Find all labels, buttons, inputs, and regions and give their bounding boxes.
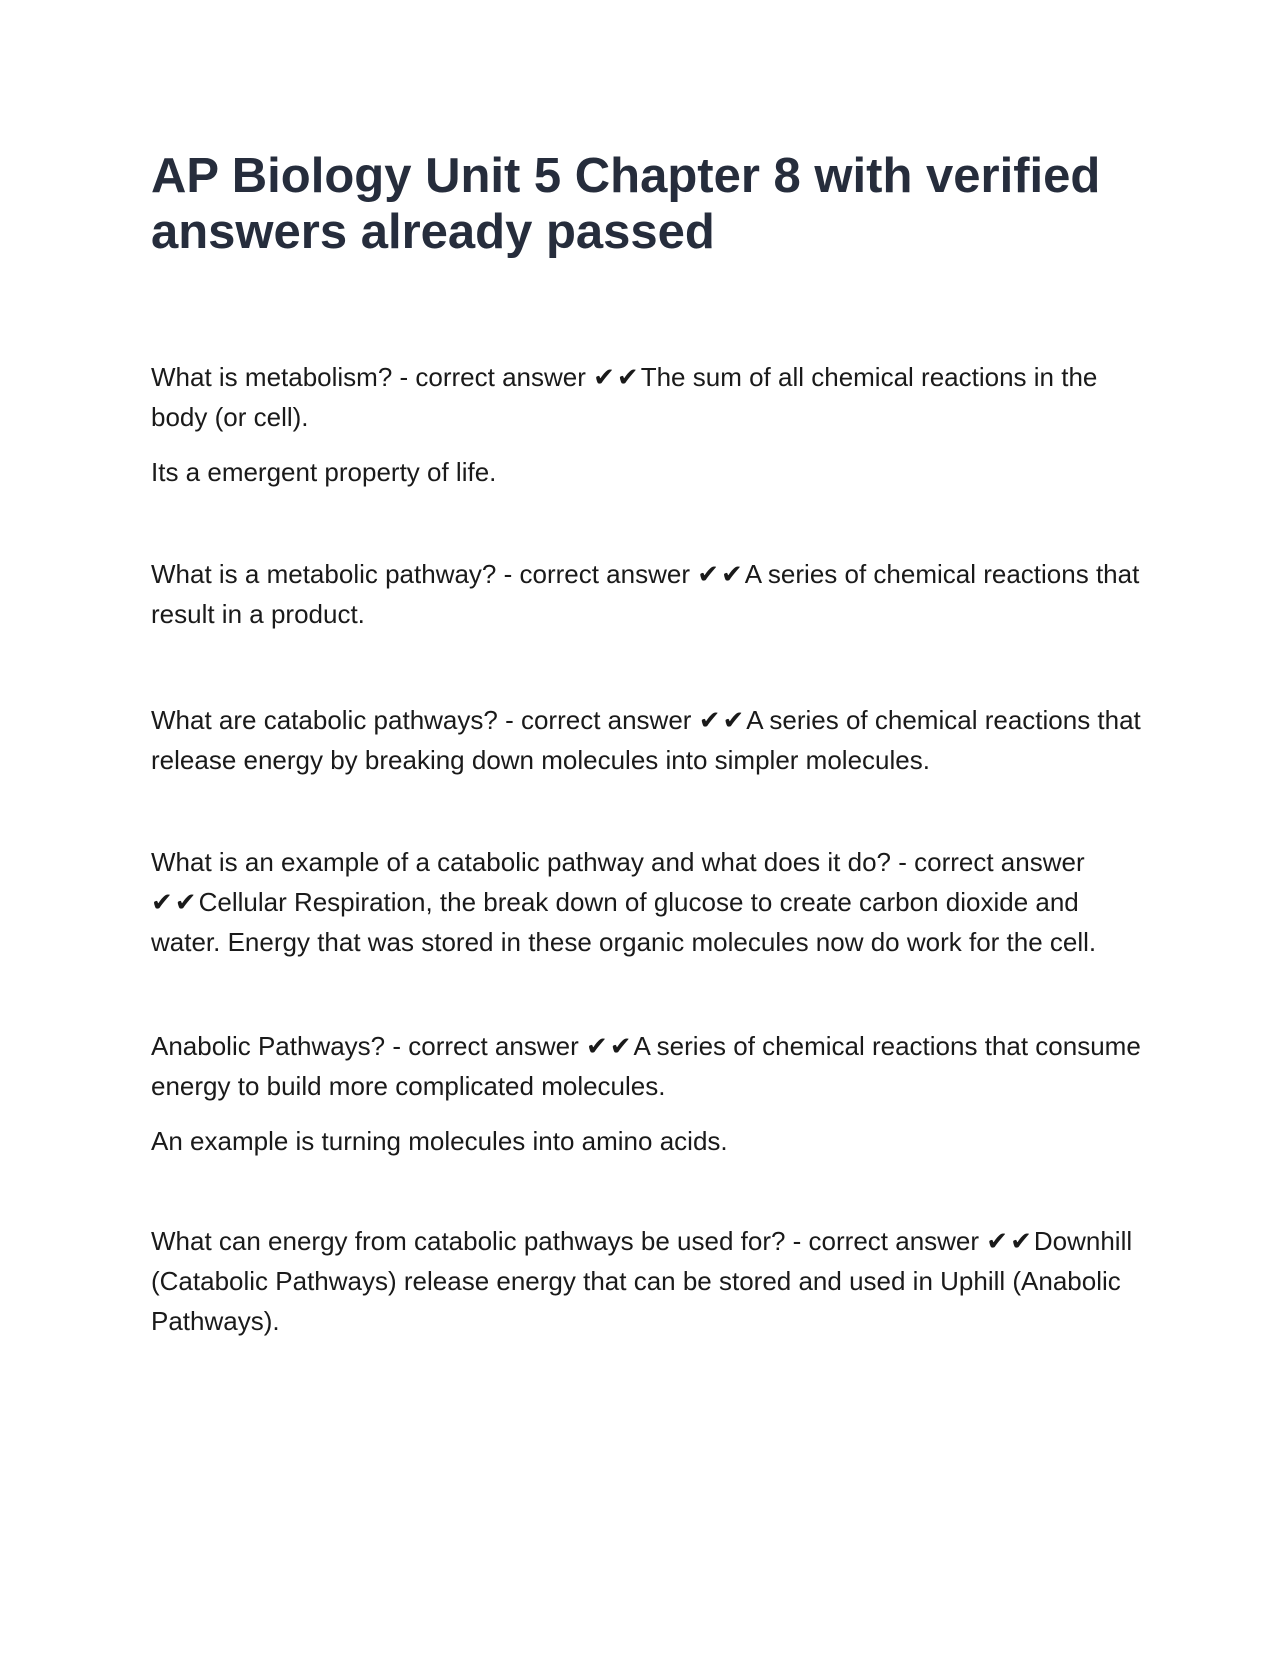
- double-check-icon: ✔✔: [698, 705, 747, 735]
- question-text: What are catabolic pathways? - correct answer: [151, 705, 699, 735]
- question-text: What is a metabolic pathway? - correct answer: [151, 559, 698, 589]
- qa-item-anabolic-pathways: [151, 1026, 1141, 1161]
- question-text: What is an example of a catabolic pathway and what does it do? - correct answer: [151, 847, 1085, 877]
- qa-text: [151, 842, 1141, 962]
- qa-item-catabolic-example: [151, 842, 1141, 962]
- question-text: What is metabolism? - correct answer: [151, 362, 594, 392]
- double-check-icon: ✔✔: [986, 1226, 1034, 1256]
- qa-item-metabolic-pathway: [151, 554, 1141, 634]
- question-text: What can energy from catabolic pathways be used for? - correct answer: [151, 1226, 987, 1256]
- double-check-icon: ✔✔: [697, 559, 745, 589]
- qa-text: [151, 700, 1141, 780]
- question-text: Anabolic Pathways? - correct answer: [151, 1031, 586, 1061]
- answer-text: A series of chemical reactions that release energy by breaking down molecules into simpler molecules.: [151, 705, 1141, 775]
- qa-item-metabolism: [151, 357, 1141, 492]
- qa-text: [151, 357, 1141, 437]
- answer-text: Cellular Respiration, the break down of glucose to create carbon dioxide and water. Energy that was stored in these organic molecules now do work for the cell.: [151, 887, 1097, 957]
- qa-text: [151, 1221, 1141, 1341]
- qa-text: [151, 554, 1141, 634]
- answer-text: Downhill (Catabolic Pathways) release energy that can be stored and used in Uphill (Anabolic Pathways).: [151, 1226, 1133, 1336]
- extra-note: Its a emergent property of life.: [151, 457, 497, 487]
- qa-item-catabolic-pathways: [151, 700, 1141, 780]
- answer-text: A series of chemical reactions that result in a product.: [151, 559, 1140, 629]
- double-check-icon: ✔✔: [151, 887, 199, 917]
- qa-item-catabolic-energy-use: [151, 1221, 1141, 1341]
- extra-note: An example is turning molecules into amino acids.: [151, 1126, 728, 1156]
- double-check-icon: ✔✔: [585, 1031, 634, 1061]
- document-title: AP Biology Unit 5 Chapter 8 with verified answers already passed: [151, 149, 1101, 259]
- answer-text: The sum of all chemical reactions in the body (or cell).: [151, 362, 1098, 432]
- double-check-icon: ✔✔: [593, 362, 641, 392]
- qa-text: [151, 1026, 1141, 1106]
- answer-text: A series of chemical reactions that consume energy to build more complicated molecules.: [151, 1031, 1141, 1101]
